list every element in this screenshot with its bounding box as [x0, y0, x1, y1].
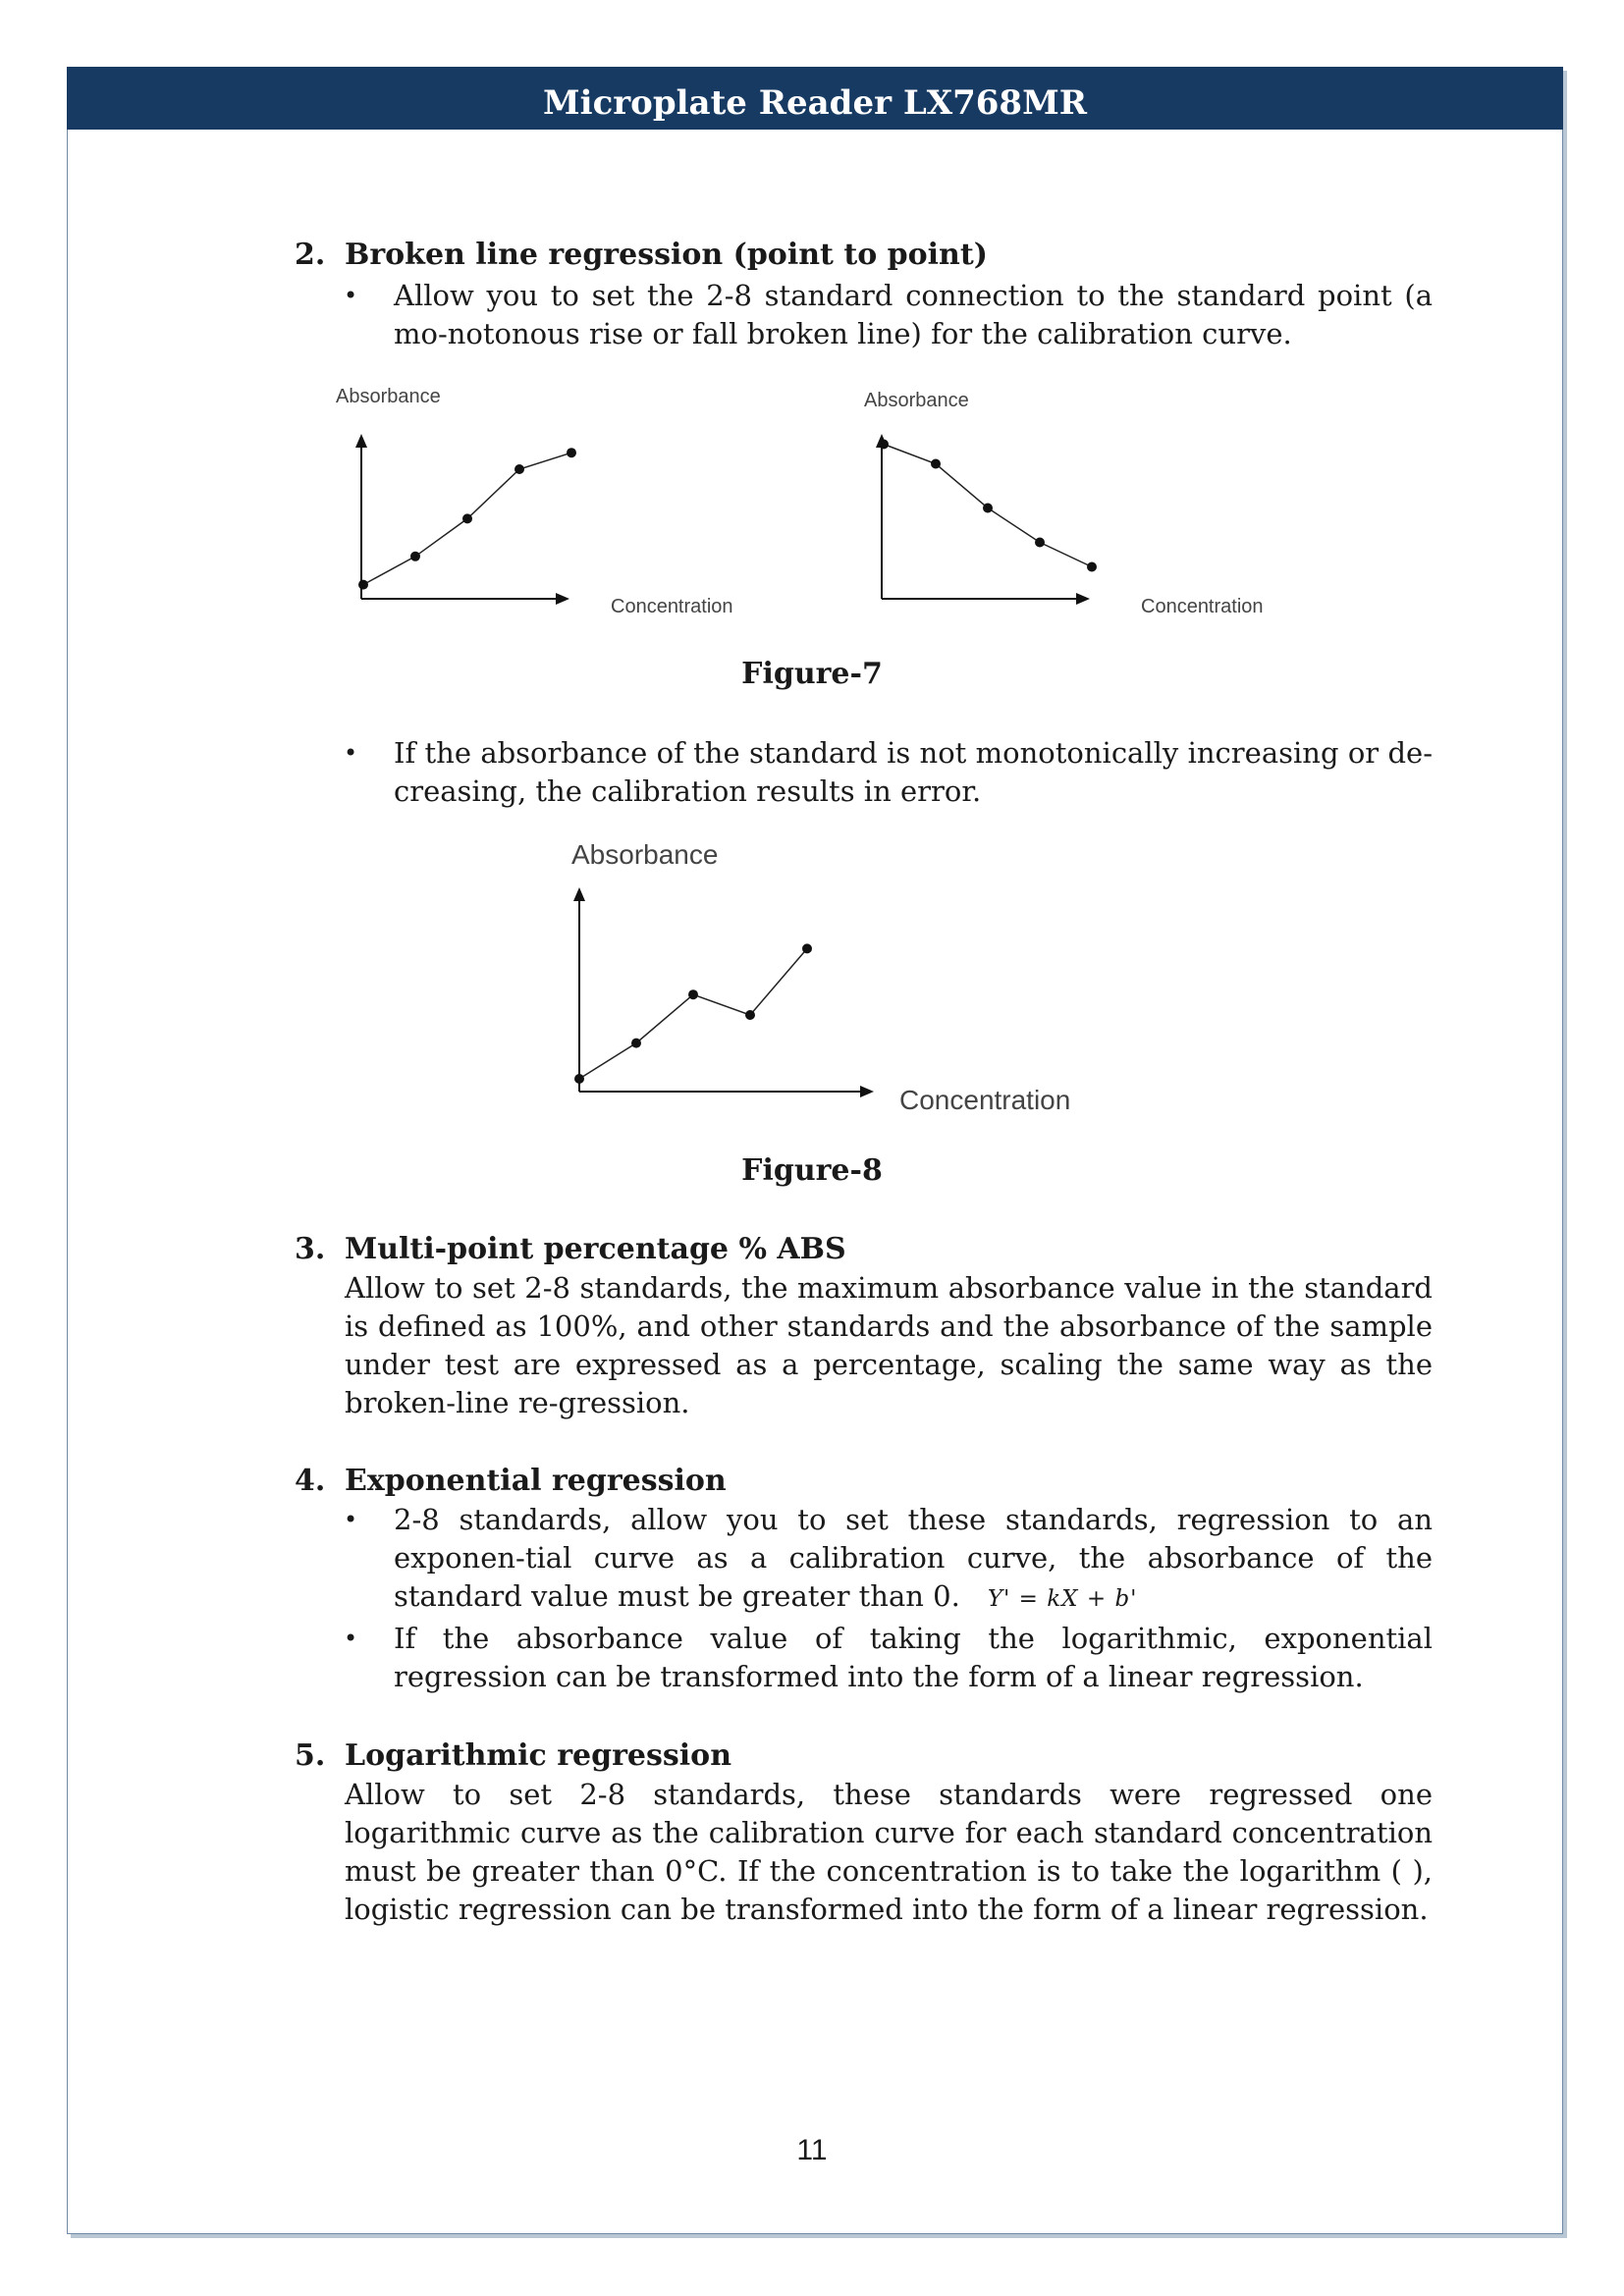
data-point: [514, 464, 524, 474]
equation: Y' = kX + b': [987, 1586, 1138, 1612]
section-2-number: 2.: [295, 238, 326, 272]
data-point: [688, 989, 698, 999]
frame-shadow-right: [1563, 71, 1567, 2238]
section-2-bullet-1: Allow you to set the 2-8 standard connection to the standard point (a mo-notonous rise or fall broken line) for the calibration curve.: [394, 279, 1433, 350]
bullet-glyph: •: [344, 739, 358, 767]
data-point: [410, 552, 420, 561]
section-2-bullet-2: If the absorbance of the standard is not monotonically increasing or de-creasing, the calibration results in error.: [394, 736, 1433, 808]
x-axis-label: Concentration: [899, 1085, 1071, 1115]
figure-7-caption: Figure-7: [741, 657, 883, 691]
data-point: [574, 1074, 584, 1084]
bullet-glyph: •: [344, 1625, 358, 1652]
data-point: [931, 459, 941, 469]
data-point: [1087, 562, 1097, 572]
section-4-bullet-1-text: 2-8 standards, allow you to set these standards, regression to an exponen-tial curve as a calibration curve, the absorbance of the standard value must be greater than 0.: [394, 1503, 1433, 1613]
figure-7-chart-falling: [854, 381, 1306, 626]
data-point: [802, 943, 812, 953]
x-axis-arrow-icon: [1076, 593, 1090, 605]
bullet-glyph: •: [344, 282, 358, 309]
y-axis-label: Absorbance: [571, 839, 719, 870]
series-line: [579, 948, 807, 1079]
data-point: [983, 504, 993, 513]
data-point: [745, 1010, 755, 1020]
section-5-number: 5.: [295, 1738, 326, 1773]
figure-8-chart: [550, 834, 1100, 1119]
y-axis-label: Absorbance: [864, 390, 969, 411]
x-axis-arrow-icon: [556, 593, 569, 605]
data-point: [358, 580, 368, 590]
x-axis-label: Concentration: [1141, 596, 1264, 617]
x-axis-arrow-icon: [860, 1086, 874, 1097]
data-point: [567, 448, 576, 457]
section-3-body: Allow to set 2-8 standards, the maximum absorbance value in the standard is defined as 100%, and other standards and the absorbance of the sample under test are expressed as a percentage, scaling the same way as the broken-line re-gression.: [345, 1271, 1433, 1419]
section-5-body: Allow to set 2-8 standards, these standards were regressed one logarithmic curve as the calibration curve for each standard concentration must be greater than 0°C. If the concentration is to take the logarithm ( ), logistic regression can be transformed into the form of a linear regression.: [345, 1778, 1433, 1926]
section-3-number: 3.: [295, 1232, 326, 1266]
header-title: Microplate Reader LX768MR: [543, 83, 1087, 123]
section-4-number: 4.: [295, 1464, 326, 1498]
section-4-bullet-1: [394, 1501, 1433, 1619]
section-4-title: Exponential regression: [345, 1464, 727, 1498]
y-axis-arrow-icon: [573, 887, 585, 901]
section-5-title: Logarithmic regression: [345, 1738, 731, 1773]
data-point: [1035, 538, 1045, 548]
section-3-title: Multi-point percentage % ABS: [345, 1232, 846, 1266]
data-point: [462, 513, 472, 523]
section-4-bullet-2: If the absorbance value of taking the logarithmic, exponential regression can be transformed into the form of a linear regression.: [394, 1622, 1433, 1693]
figure-8-caption: Figure-8: [741, 1153, 883, 1188]
page-number: 11: [796, 2134, 828, 2166]
y-axis-label: Absorbance: [336, 386, 441, 407]
section-2-title: Broken line regression (point to point): [345, 238, 988, 272]
frame-shadow-bottom: [71, 2234, 1567, 2238]
figure-7-chart-rising: [334, 381, 785, 626]
y-axis-arrow-icon: [355, 434, 367, 448]
page-header: [67, 67, 1563, 130]
bullet-glyph: •: [344, 1506, 358, 1533]
data-point: [631, 1039, 641, 1048]
data-point: [879, 440, 889, 450]
x-axis-label: Concentration: [611, 596, 733, 617]
